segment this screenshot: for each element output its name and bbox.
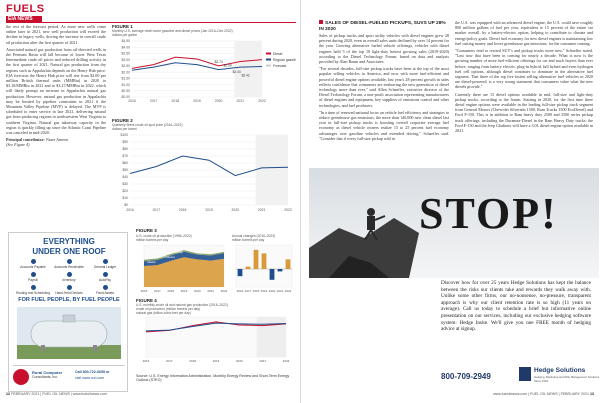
x-tick-label: 2017 [152,208,161,212]
y-tick-label: $1.50 [121,76,130,81]
article-column-2 [455,20,593,163]
ad-service: Accounts Payable [15,259,51,271]
figure-1-label: FIGURE 1 [112,24,133,29]
hedge-company: Hedge Solutions [534,367,586,374]
ad-service: Fixed Assets [87,285,123,297]
right-footer [493,392,594,396]
x-tick-label: 2017 [149,99,158,103]
y-tick-label: $2.00 [121,70,130,75]
x-tick-label: 2022 [220,289,228,293]
data-label: $2.42 [241,73,250,78]
article-title: SALES OF DIESEL-FUELED PICKUPS, SUVS UP 28% IN 2020 [319,21,446,32]
x-tick-label: 2016 [126,208,134,212]
forecast-shade [256,135,288,205]
figure-4-units-2: natural gas (billion cubic feet per day) [136,311,191,315]
ad-service: General Ledger [87,259,123,271]
service-icon [103,259,108,264]
y-tick-label: $40 [122,175,128,180]
left-column-text [6,24,106,224]
figure-4-label: FIGURE 4 [136,298,157,303]
paragraph: Currently there are 15 diesel options available in mid, full-size and light-duty pickup trucks, according to the forum. Starting in 2020, for the first time three diesel engine options were available in the leading full-size pickup truck segment from General Motors (Chevrolet Silverado 1500, Ram Trucks 1500 EcoDiesel) and Ford F-150. This is in addition to Ram heavy duty 2500 and 3500 series pickup truck offerings, including the Duramax-Diesel in the Ram Heavy Duty trucks; the Ford F-150 and the Jeep Gladiator will have a 3.0L diesel engine option available in 2021. [455,91,593,134]
figure-4-title: U.S. monthly crude oil and natural gas production (2016–2022) [136,303,228,307]
legend-label: Forecast [273,64,287,68]
y-tick-label: $4.50 [121,39,130,44]
paragraph: the U.S. was equipped with an advanced diesel engine, the U.S. could save roughly 800 million gallons of fuel per year, equivalent to 15 percent of the entire car market overall, by a battery-electric option, helping to contribute to climate and energy/policy goals. Diesel fuel economy for new diesel engines is maintaining low fuel cutting money and lower greenhouse gas emissions, for the consumer coming. [455,20,593,46]
series-label: Lower 48 states (excl. GOM) [147,250,183,254]
hedge-logo-icon [519,367,531,381]
hedge-ad-phone[interactable]: 800-709-2949 [441,372,491,381]
forecast-shade [257,317,286,357]
footer-text: FEBRUARY 2021 | FUEL OIL NEWS | www.fueloilnews.com [11,392,107,396]
figure-3-left-units: million barrels per day [136,238,169,242]
paragraph: Associated natural gas production from oil-directed wells in the Permian Basin will fall because of lower West Texas Intermediate crude oil prices and reduced drilling activity in the first quarter of 2021. Natural gas production from dry regions such as Appalachia depends on the Henry Hub price. EIA forecasts the Henry Hub price will rise from $2.00 per million British thermal units (MMBtu) in 2020 to $3.10/MMBtu in 2021 and to $3.27/MMBtu in 2022, which will likely prompt an increase in Appalachia natural gas production. However, natural gas production in Appalachia may be limited by pipeline constraints in 2021 if the Mountain Valley Pipeline (MVP) is delayed. The MVP is scheduled to enter service in late 2021, delivering natural gas from producing regions in northwestern West Virginia to southern Virginia. Natural gas takeaway capacity in the region is quickly filling up since the Atlantic Coast Pipeline was canceled in mid-2020. [6,46,106,136]
figure-3-left-title: U.S. crude oil production (1996–2022) [136,234,192,238]
page-number: 13 [590,392,594,396]
y-tick-label: $3.00 [121,57,130,62]
y-tick-label: $4.00 [121,45,130,50]
y-tick-label: $30 [122,182,128,187]
left-footer [6,392,107,396]
y-tick-label: $1.00 [121,82,130,87]
legend-swatch [266,59,271,61]
hedge-company-tag: Hedging, Marketing and Risk Management Solutions Since 1993 [534,375,599,383]
x-tick-label: 2016 [236,289,244,293]
x-tick-label: 2020 [231,208,240,212]
figure-1-chart [112,37,296,109]
figures-source: Source: U.S. Energy Information Administration, Monthly Energy Review and Short-Term Energy Outlook (STEO) [136,374,290,382]
figure-2-label: FIGURE 2 [112,118,133,123]
figure-2-chart [112,131,296,215]
paragraph: Sales of pickup trucks and sport utility vehicles with diesel engines grew 28 percent during 2020, even as overall sales units declined by over 14 percent for the year. Growing alternative fueled vehicle offerings, vehicles with diesel engines held 5 of the top 10 light-duty hottest growing sales (2019-2020) according to the Diesel Technology Forum, based on data and analysis provided by Alan Baum and Associates. [319,33,449,65]
x-tick-label: 2018 [171,99,180,103]
x-tick-label: 2019 [205,208,213,212]
hedge-solutions-logo [519,366,599,386]
series-label: Alaska [147,260,156,264]
x-tick-label: 2022 [282,359,290,363]
figure-1-title: Monthly U.S. average retail motor gasoline and diesel prices (Jan 2016–Dec 2022) [112,29,233,33]
y-tick-label: $3.50 [121,51,130,56]
x-tick-label: 2021 [276,289,284,293]
article-column-1 [319,33,449,163]
figure-3-right-units: million barrels per day [232,238,265,242]
y-tick-label: $0.00 [121,95,130,100]
x-tick-label: 2019 [260,289,268,293]
x-tick-label: 2021 [259,359,267,363]
figure-2 [112,118,296,218]
x-tick-label: 2018 [189,359,197,363]
bullet-icon [319,20,323,24]
figure-1 [112,24,296,112]
y-tick-label: $0 [124,203,128,208]
x-tick-label: 2016 [142,359,150,363]
x-tick-label: 2019 [180,289,188,293]
subsection-label: EIA NEWS [6,16,42,22]
page-number: 12 [6,392,10,396]
paragraph: the rest of the forecast period. As more new wells come online later in 2021, new well production will exceed the decline in legacy wells, driving the increase in overall crude oil production after the first quarter of 2021. [6,24,106,45]
x-tick-label: 2017 [244,289,252,293]
data-label: $2.50 [223,63,232,68]
ad-headline-2: UNDER ONE ROOF [32,247,106,256]
x-tick-label: 2020 [268,289,276,293]
x-tick-label: 2017 [165,359,173,363]
service-icon [67,272,72,277]
x-tick-label: 2022 [258,99,266,103]
rcci-logo-icon [13,369,29,385]
rcci-advertisement[interactable] [8,232,128,392]
paragraph: "For several decades, full-size pickup trucks have been at the top of the most popular selling vehicles in America, and now with more fuel-efficient and powerful diesel engine options available, last year's 28 percent growth in sales reflects confidence that consumers are embracing the new generation of diesel technology more than ever," said Allen Schaeffer, executive director of the Diesel Technology Forum, a non-profit association representing manufacturers of diesel engines and equipment, key suppliers of emissions control and other technologies, and fuel producers. [319,66,449,108]
figure-3-chart [136,243,296,295]
legend-swatch [266,65,271,67]
data-label: $2.74 [214,59,223,64]
x-tick-label: 2022 [284,208,292,212]
service-icon [103,285,108,290]
x-tick-label: 2021 [207,289,215,293]
figure-4 [136,298,296,370]
x-tick-label: 2019 [193,99,201,103]
bar [246,267,251,269]
figure-3 [136,228,296,296]
service-icon [31,272,36,277]
contributor-label: Principal contributor: [6,137,45,143]
figure-4-chart [136,315,296,365]
propane-tank-image [17,307,121,359]
service-icon [31,259,36,264]
ad-web[interactable]: visit www.rcci.com [75,376,105,380]
x-tick-label: 2018 [252,289,260,293]
x-tick-label: 2018 [178,208,187,212]
contributor [6,137,106,147]
ad-phone[interactable]: Call 800-722-6659 or [75,370,110,374]
x-tick-label: 2016 [128,99,136,103]
bar [278,269,283,271]
figure-2-title: Quarterly Brent crude oil spot price (2016–2022) [112,123,183,127]
ad-headline: EVERYTHING [43,237,95,246]
x-tick-label: 2016 [140,289,148,293]
ad-service: Hand-Held Devices [51,285,87,297]
x-tick-label: 2020 [214,99,223,103]
hedge-ad-headline: STOP! [419,189,558,238]
bar [270,269,275,280]
x-tick-label: 2022 [284,289,292,293]
ad-tagline: FOR FUEL PEOPLE, BY FUEL PEOPLE [18,297,120,303]
section-header [6,3,45,22]
legend-label: Regular gasoline [273,58,296,62]
y-tick-label: $80 [122,147,128,152]
hedge-solutions-advertisement[interactable] [309,168,599,390]
service-icon [67,259,72,264]
ad-company: Rural Computer [32,370,63,375]
bar [262,253,267,269]
section-label: FUELS [6,3,45,15]
y-tick-label: $90 [122,140,128,145]
y-tick-label: $0.50 [121,88,130,93]
y-tick-label: $100 [120,133,128,138]
figure-1-units: dollars per gallon [112,33,138,37]
y-tick-label: $20 [122,189,128,194]
y-tick-label: $60 [122,161,128,166]
y-tick-label: $10 [122,196,128,201]
paragraph: "Consumers tend to reward SUV's and pickup trucks more new," Schaeffer noted. "Last now that have been in coming for nearly a decade. What is now is the growing number of more fuel-efficient offerings for car and truck buyers than ever before, ranging from battery electric, plug-in hybrid, full hybrid and even hydrogen fuel cell options, although diesel continues to dominate in the alternative fuel segment. That three of the top five fastest selling alternative fuel vehicles in 2020 are diesel-powered, is a very strong statement that consumers value what the new diesels provide." [455,48,593,90]
y-tick-label: $2.50 [121,64,130,69]
ad-service: AutoPay [87,272,123,284]
header-rule [6,22,296,23]
x-tick-label: 2020 [193,289,201,293]
y-tick-label: $70 [122,154,128,159]
ad-service: Routing and Scheduling [15,285,51,297]
series-label: Federal Gulf of Mexico [147,255,176,259]
x-tick-label: 2021 [236,99,245,103]
right-page [300,0,600,403]
see-figure: (See Figure 4) [6,142,30,148]
ad-service: Inventory [51,272,87,284]
paragraph: "In a time of renewed national focus on vehicle fuel efficiency and strategies to reduce greenhouse gas emissions, the more than 140,000 new clean diesel last year in full-size pickup trucks is boosting overall corporate average fuel economy as diesel vehicle owners realize 15 to 25 percent fuel economy advantages over gasoline vehicles and extended driving," Schaeffer said. "Consider that if every full-size pickup sold in [319,109,449,141]
bar [238,269,243,276]
legend-swatch [266,53,271,55]
ad-footer [13,365,125,389]
contributor-name: Naser Ameen [45,137,68,143]
x-tick-label: 2021 [257,208,266,212]
ad-service: Accounts Receivable [51,259,87,271]
figure-2-units: dollars per barrel [112,127,137,131]
bar [254,250,259,269]
legend-label: Diesel [273,52,283,56]
footer-text: www.fueloilnews.com | FUEL OIL NEWS | FEBRUARY 2021 [493,392,589,396]
service-icon [31,285,36,290]
data-label: $2.44 [232,69,241,74]
figure-4-units-1: crude oil production (million barrels per day) [136,307,201,311]
ad-service: Payroll [15,272,51,284]
ad-company-2: Consultants, Inc. [32,375,59,379]
x-tick-label: 2020 [235,359,243,363]
x-tick-label: 2019 [212,359,220,363]
figure-3-right-title: Annual changes (2016–2022) [232,234,276,238]
figure-3-label: FIGURE 3 [136,228,157,233]
service-icon [103,272,108,277]
x-tick-label: 2018 [167,289,175,293]
y-tick-label: $50 [122,168,128,173]
bar [286,259,291,269]
service-icon [67,285,72,290]
x-tick-label: 2017 [153,289,161,293]
hedge-ad-body: Discover how for over 25 years Hedge Solutions has kept the balance between the risks our clients take and rewards they walk away with. Unlike some other firms, our no-nonsense, no-pressure, transparent approach is why our client retention rate is so high (11 years on average). Call us today to schedule a brief but informative online presentation on our services, including our exclusive hedging software system: Hedge Insite. We'll give you one FREE month of hedging advice at signup. [441,280,591,333]
